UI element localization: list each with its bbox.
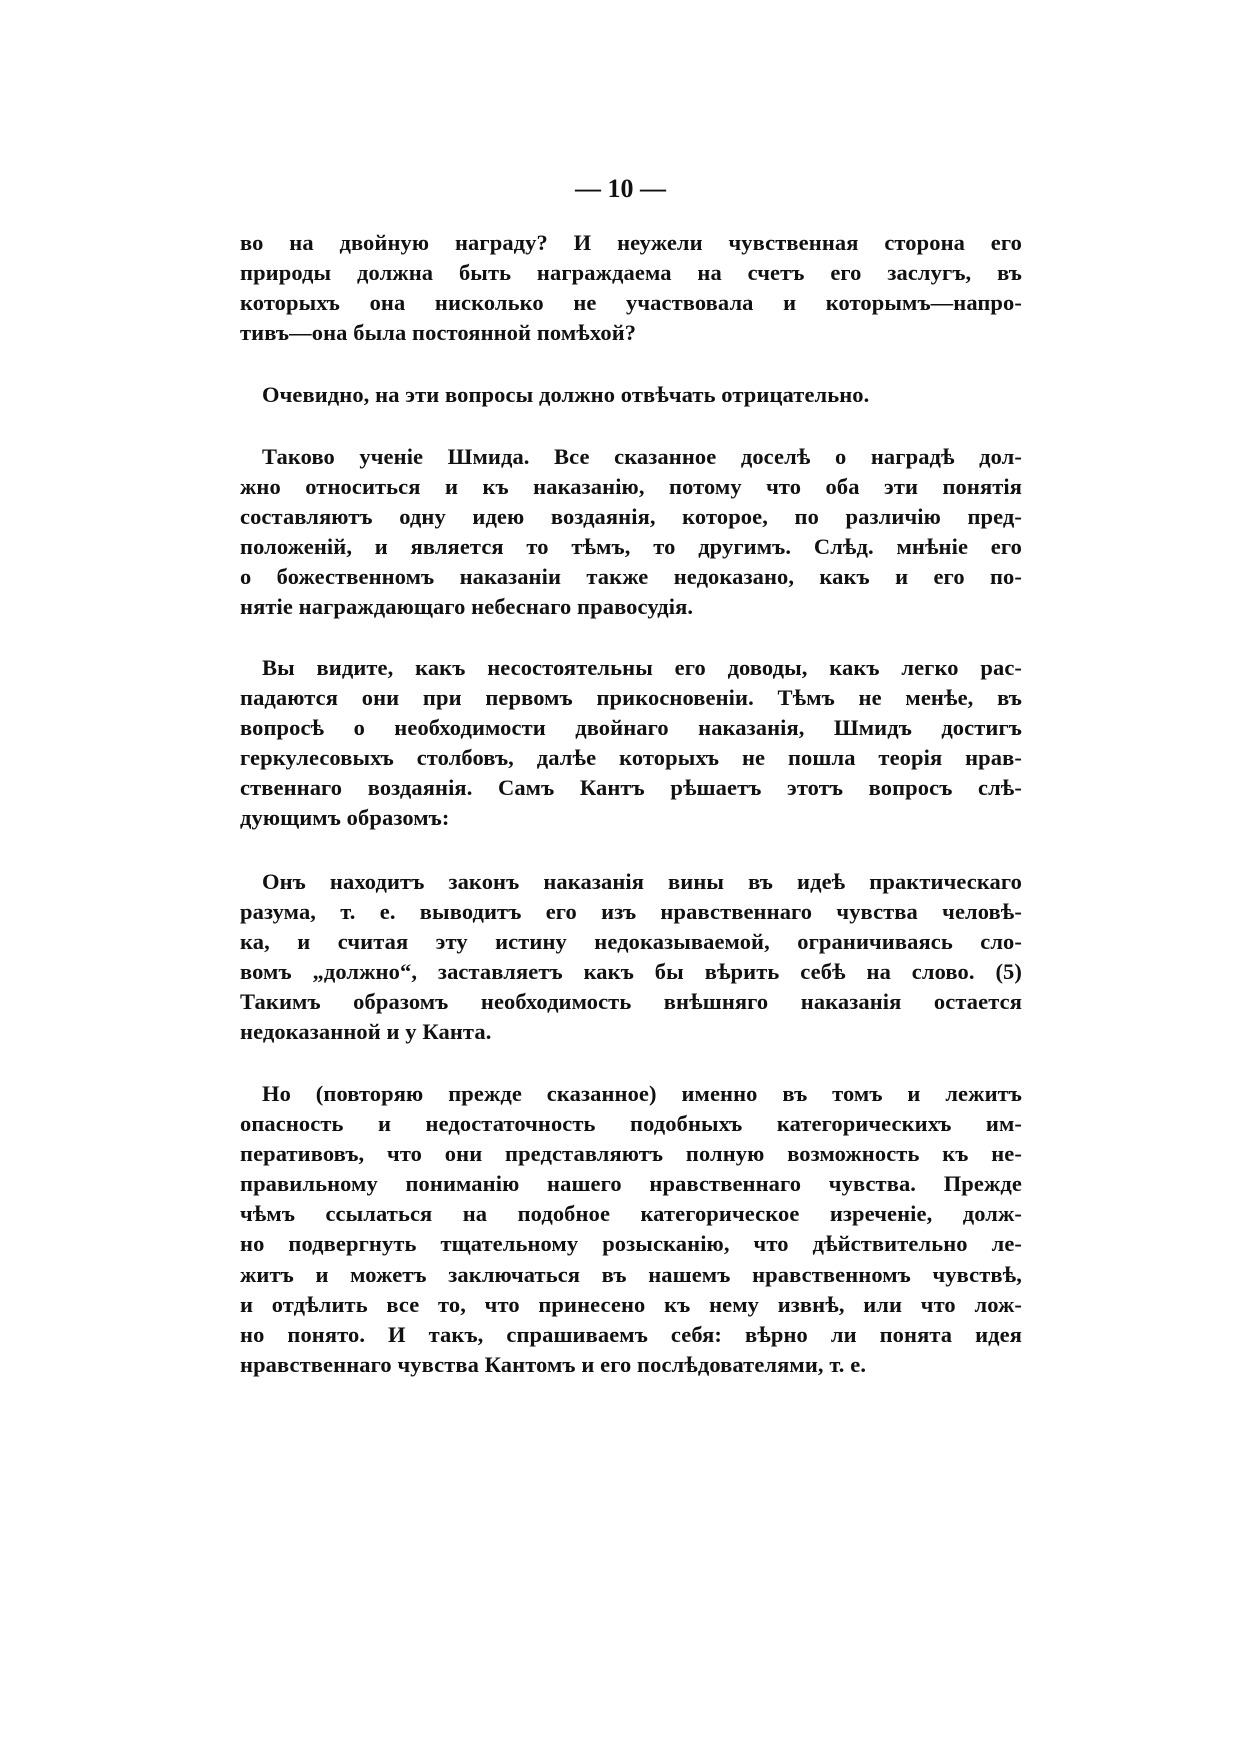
text-line: житъ и можетъ заключаться въ нашемъ нравственномъ чувствѣ, [240, 1261, 1022, 1287]
text-line: разума, т. е. выводитъ его изъ нравственнаго чувства человѣ- [240, 899, 1022, 925]
text-line: но понято. И такъ, спрашиваемъ себя: вѣрно ли понята идея [240, 1321, 1022, 1347]
text-line: вомъ „должно“, заставляетъ какъ бы вѣрить себѣ на слово. (5) [240, 959, 1022, 985]
text-line: Такимъ образомъ необходимость внѣшняго наказанія остается [240, 989, 1022, 1015]
page-number: — 10 — [575, 174, 666, 203]
text-line: ственнаго воздаянія. Самъ Кантъ рѣшаетъ этотъ вопросъ слѣ- [240, 775, 1022, 801]
text-line: природы должна быть награждаема на счетъ его заслугъ, въ [240, 260, 1022, 286]
text-line: чѣмъ ссылаться на подобное категорическое изреченіе, долж- [240, 1201, 1022, 1227]
paragraph [240, 228, 1022, 348]
text-line: правильному пониманію нашего нравственнаго чувства. Прежде [240, 1171, 1022, 1197]
text-line: падаются они при первомъ прикосновеніи. Тѣмъ не менѣе, въ [240, 685, 1022, 711]
paragraph [240, 380, 1022, 410]
text-line: ка, и считая эту истину недоказываемой, ограничиваясь сло- [240, 929, 1022, 955]
paragraph [240, 442, 1022, 623]
text-line: положеній, и является то тѣмъ, то другимъ. Слѣд. мнѣніе его [240, 534, 1022, 560]
paragraph [240, 1079, 1022, 1380]
text-line: жно относиться и къ наказанію, потому что оба эти понятія [240, 474, 1022, 500]
text-line: Онъ находитъ законъ наказанія вины въ идеѣ практическаго [262, 869, 1022, 894]
text-line: опасность и недостаточность подобныхъ категорическихъ им- [240, 1111, 1022, 1137]
text-line: геркулесовыхъ столбовъ, далѣе которыхъ не пошла теорія нрав- [240, 745, 1022, 771]
text-line: дующимъ образомъ: [240, 805, 450, 831]
text-line: и отдѣлить все то, что принесено къ нему извнѣ, или что лож- [240, 1291, 1022, 1317]
paragraph [240, 653, 1022, 834]
text-line: Вы видите, какъ несостоятельны его доводы, какъ легко рас- [262, 655, 1022, 680]
text-line: нятіе награждающаго небеснаго правосудія. [240, 594, 694, 620]
text-line: но подвергнуть тщательному розысканію, что дѣйствительно ле- [240, 1231, 1022, 1257]
text-line: нравственнаго чувства Кантомъ и его послѣдователями, т. е. [240, 1351, 867, 1377]
text-line: во на двойную награду? И неужели чувственная сторона его [240, 230, 1022, 255]
paragraph [240, 867, 1022, 1048]
text-line: которыхъ она нисколько не участвовала и которымъ—напро- [240, 290, 1022, 316]
text-line: составляютъ одну идею воздаянія, которое, по различію пред- [240, 504, 1022, 530]
text-line: вопросѣ о необходимости двойнаго наказанія, Шмидъ достигъ [240, 715, 1022, 741]
text-line: о божественномъ наказаніи также недоказано, какъ и его по- [240, 564, 1022, 590]
text-line: Таково ученіе Шмида. Все сказанное доселѣ о наградѣ дол- [262, 444, 1022, 469]
text-line: Очевидно, на эти вопросы должно отвѣчать отрицательно. [262, 382, 870, 407]
text-line: Но (повторяю прежде сказанное) именно въ томъ и лежитъ [262, 1081, 1022, 1106]
text-line: тивъ—она была постоянной помѣхой? [240, 320, 637, 346]
text-line: недоказанной и у Канта. [240, 1019, 492, 1045]
text-line: перативовъ, что они представляютъ полную возможность къ не- [240, 1141, 1022, 1167]
